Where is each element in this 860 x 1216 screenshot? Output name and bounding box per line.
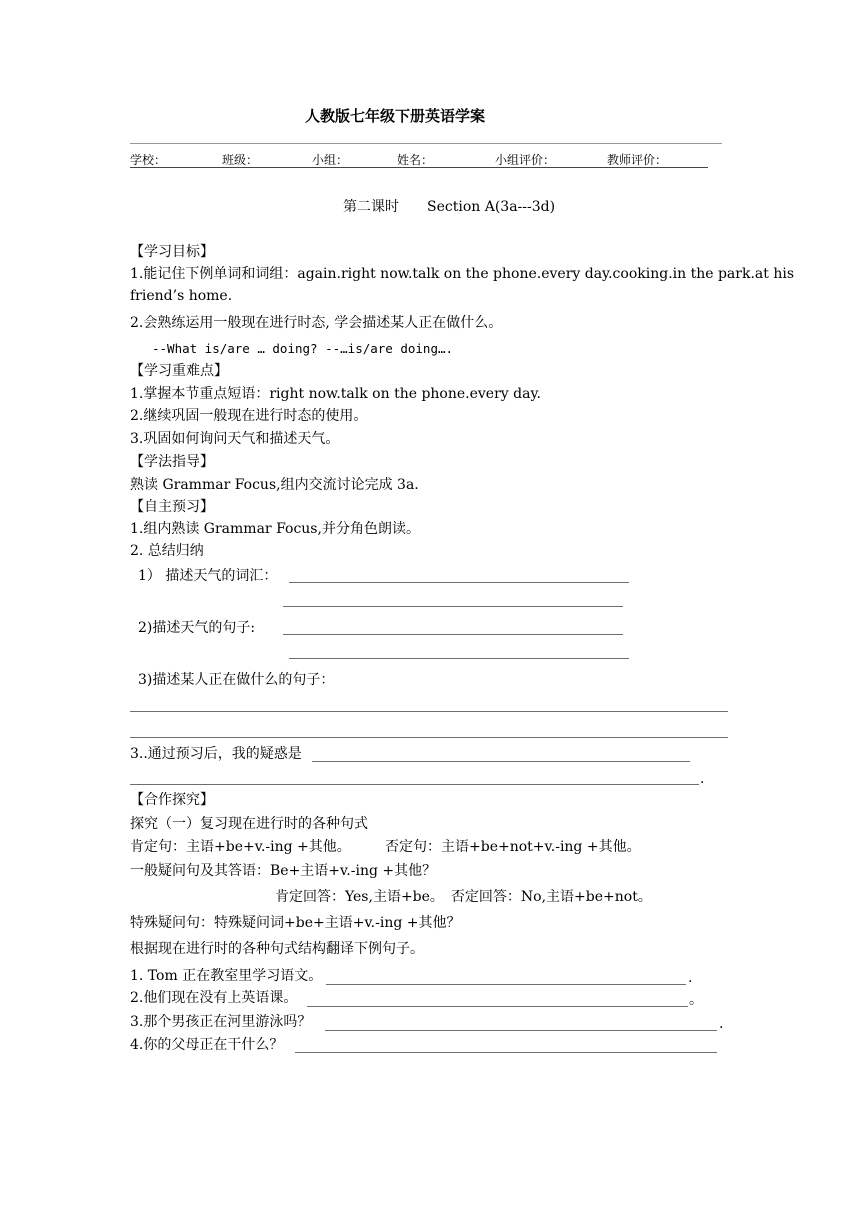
doing-sentences-label: 3)描述某人正在做什么的句子： bbox=[138, 672, 335, 688]
doubt-blank-1[interactable] bbox=[312, 761, 690, 762]
header-underline bbox=[130, 167, 708, 168]
goals-line1: 1.能记住下例单词和词组：again.right now.talk on the phone.every day.cooking.in the park.at his bbox=[130, 266, 795, 282]
keypoints-heading: 【学习重难点】 bbox=[130, 363, 228, 379]
group-eval-label: 小组评价： bbox=[495, 153, 556, 167]
sentence-3-blank[interactable] bbox=[325, 1030, 717, 1031]
doing-sentences-blank-1[interactable] bbox=[130, 711, 728, 712]
doing-sentences-blank-2[interactable] bbox=[130, 737, 728, 738]
goals-heading: 【学习目标】 bbox=[130, 244, 214, 260]
translate-instruction: 根据现在进行时的各种句式结构翻译下例句子。 bbox=[130, 941, 424, 957]
weather-words-label: 1） 描述天气的词汇： bbox=[138, 568, 278, 584]
weather-sentences-blank-2[interactable] bbox=[289, 658, 629, 659]
affirmative-rule: 肯定句：主语+be+v.-ing +其他。 bbox=[130, 839, 351, 855]
name-label: 姓名： bbox=[397, 153, 434, 167]
special-question-rule: 特殊疑问句：特殊疑问词+be+主语+v.-ing +其他？ bbox=[130, 915, 461, 931]
weather-words-blank-1[interactable] bbox=[289, 582, 629, 583]
answer-rule: 肯定回答：Yes,主语+be。 否定回答：No,主语+be+not。 bbox=[275, 889, 652, 905]
goals-line2: 2.会熟练运用一般现在进行时态, 学会描述某人正在做什么。 bbox=[130, 315, 503, 331]
preview-line2: 2. 总结归纳 bbox=[130, 543, 204, 559]
goals-line1-cont: friend’s home. bbox=[130, 288, 233, 304]
sentence-3: 3.那个男孩正在河里游泳吗？ bbox=[130, 1014, 312, 1030]
doubt-label: 3..通过预习后，我的疑惑是 bbox=[130, 746, 302, 762]
goals-dialogue: --What is/are … doing? --…is/are doing…. bbox=[152, 341, 454, 356]
sentence-2: 2.他们现在没有上英语课。 bbox=[130, 990, 298, 1006]
method-line1: 熟读 Grammar Focus,组内交流讨论完成 3a. bbox=[130, 477, 419, 493]
weather-sentences-label: 2)描述天气的句子: bbox=[138, 620, 256, 636]
preview-heading: 【自主预习】 bbox=[130, 499, 214, 515]
lesson-title: 第二课时 Section A(3a---3d) bbox=[343, 199, 556, 215]
explore-heading: 【合作探究】 bbox=[130, 792, 214, 808]
document-title: 人教版七年级下册英语学案 bbox=[305, 107, 486, 125]
doubt-end-mark: . bbox=[700, 771, 705, 787]
school-label: 学校： bbox=[130, 153, 167, 167]
keypoints-line2: 2.继续巩固一般现在进行时态的使用。 bbox=[130, 408, 368, 424]
group-label: 小组： bbox=[312, 153, 349, 167]
sentence-1-end: . bbox=[688, 970, 693, 986]
sentence-4: 4.你的父母正在干什么？ bbox=[130, 1037, 284, 1053]
sentence-1: 1. Tom 正在教室里学习语文。 bbox=[130, 968, 323, 984]
sentence-4-blank[interactable] bbox=[295, 1052, 717, 1053]
doubt-blank-2[interactable] bbox=[130, 784, 699, 785]
explore-line1: 探究（一）复习现在进行时的各种句式 bbox=[130, 816, 368, 832]
preview-line1: 1.组内熟读 Grammar Focus,并分角色朗读。 bbox=[130, 521, 420, 537]
keypoints-line3: 3.巩固如何询问天气和描述天气。 bbox=[130, 431, 340, 447]
weather-words-blank-2[interactable] bbox=[283, 606, 623, 607]
class-label: 班级： bbox=[222, 153, 259, 167]
sentence-2-blank[interactable] bbox=[307, 1006, 688, 1007]
sentence-3-end: . bbox=[719, 1016, 724, 1032]
title-divider bbox=[130, 143, 722, 144]
sentence-2-end: 。 bbox=[689, 992, 703, 1008]
keypoints-line1: 1.掌握本节重点短语：right now.talk on the phone.every day. bbox=[130, 386, 541, 402]
weather-sentences-blank-1[interactable] bbox=[283, 634, 623, 635]
method-heading: 【学法指导】 bbox=[130, 454, 214, 470]
teacher-eval-label: 教师评价： bbox=[607, 153, 668, 167]
question-rule: 一般疑问句及其答语：Be+主语+v.-ing +其他？ bbox=[130, 863, 437, 879]
sentence-1-blank[interactable] bbox=[326, 984, 686, 985]
negative-rule: 否定句：主语+be+not+v.-ing +其他。 bbox=[385, 839, 641, 855]
